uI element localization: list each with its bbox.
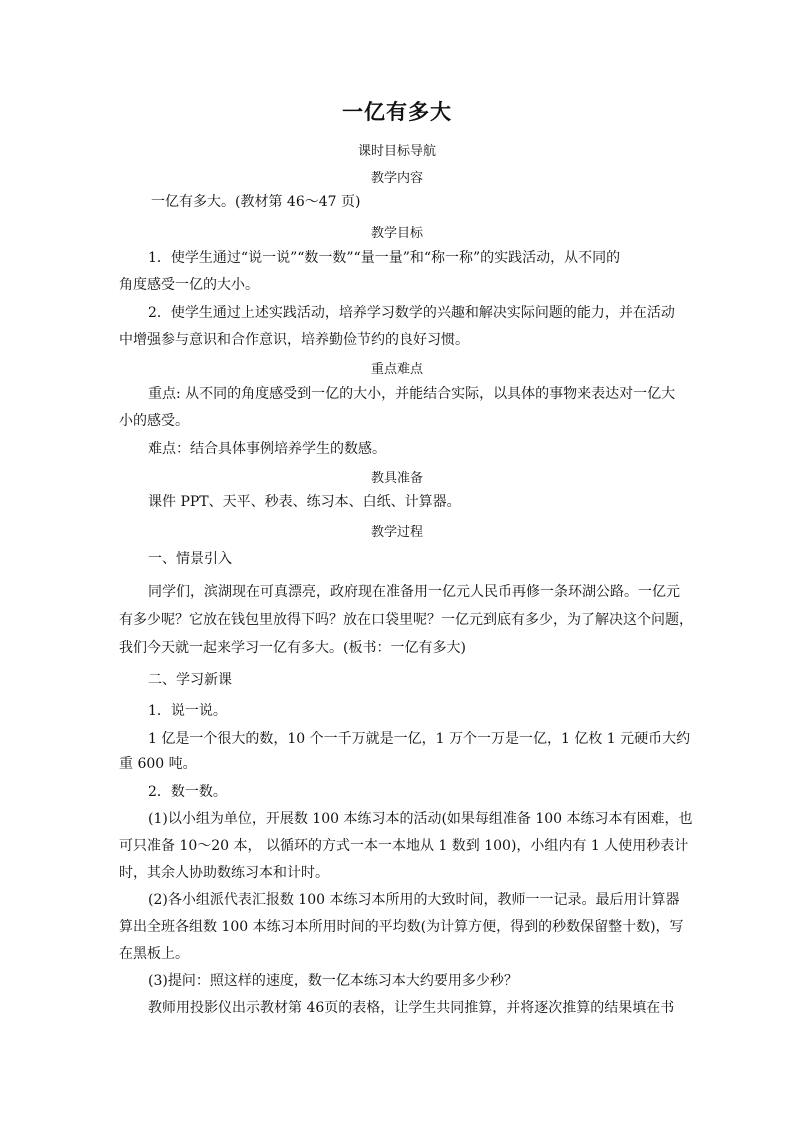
say-line2: 重 600 吨。: [119, 756, 197, 772]
count1-line3: 时，其余人协助数练习本和计时。: [119, 865, 329, 881]
intro-line1: 同学们，滨湖现在可真漂亮，政府现在准备用一亿元人民币再修一条环湖公路。一亿元: [148, 584, 680, 600]
goal1-line1: 1．使学生通过“说一说”“数一数”“量一量”和“称一称”的实践活动，从不同的: [148, 250, 621, 266]
section-heading-content: 教学内容: [370, 171, 423, 186]
part2-heading: 二、学习新课: [148, 672, 232, 688]
section-heading-key: 重点难点: [370, 362, 423, 377]
count1-line1: (1)以小组为单位，开展数 100 本练习本的活动(如果每组准备 100 本练习本有困难，也: [148, 811, 693, 827]
goal2-line1: 2．使学生通过上述实践活动，培养学习数学的兴趣和解决实际问题的能力，并在活动: [148, 305, 675, 321]
intro-line2: 有多少呢？它放在钱包里放得下吗？放在口袋里呢？一亿元到底有多少，为了解决这个问题，: [119, 612, 693, 628]
difficulty-text: 难点：结合具体事例培养学生的数感。: [148, 441, 386, 457]
key-line2: 小的感受。: [119, 413, 189, 429]
section-heading-goals: 教学目标: [370, 226, 423, 241]
tools-text: 课件 PPT、天平、秒表、练习本、白纸、计算器。: [148, 494, 461, 510]
count2-line1: (2)各小组派代表汇报数 100 本练习本所用的大致时间，教师一一记录。最后用计算器: [148, 892, 680, 908]
section-heading-process: 教学过程: [370, 525, 423, 540]
content-text: 一亿有多大。(教材第 46～47 页): [151, 194, 361, 210]
count1-line2: 可只准备 10～20 本， 以循环的方式一本一本地从 1 数到 100)，小组内有 1 人使用秒表计: [119, 838, 689, 854]
count2-line2: 算出全班各组数 100 本练习本所用时间的平均数(为计算方便，得到的秒数保留整十数)，写: [119, 919, 684, 935]
count3-text: (3)提问：照这样的速度，数一亿本练习本大约要用多少秒？: [148, 973, 518, 989]
say-line1: 1 亿是一个很大的数，10 个一千万就是一亿，1 万个一万是一亿，1 亿枚 1 元硬币大约: [148, 731, 691, 747]
goal2-line2: 中增强参与意识和合作意识，培养勤俭节约的良好习惯。: [119, 332, 469, 348]
teacher-text: 教师用投影仪出示教材第 46页的表格，让学生共同推算，并将逐次推算的结果填在书: [148, 1000, 675, 1016]
intro-line3: 我们今天就一起来学习一亿有多大。(板书：一亿有多大): [119, 640, 466, 656]
count2-line3: 在黑板上。: [119, 946, 189, 962]
step1-heading: 1．说一说。: [148, 703, 227, 719]
document-title: 一亿有多大: [342, 99, 452, 124]
part1-heading: 一、情景引入: [148, 551, 232, 567]
subtitle: 课时目标导航: [357, 144, 436, 159]
key-line1: 重点: 从不同的角度感受到一亿的大小，并能结合实际，以具体的事物来表达对一亿大: [148, 386, 676, 402]
step2-heading: 2．数一数。: [148, 784, 227, 800]
goal1-line2: 角度感受一亿的大小。: [119, 277, 259, 293]
section-heading-tools: 教具准备: [370, 471, 423, 486]
